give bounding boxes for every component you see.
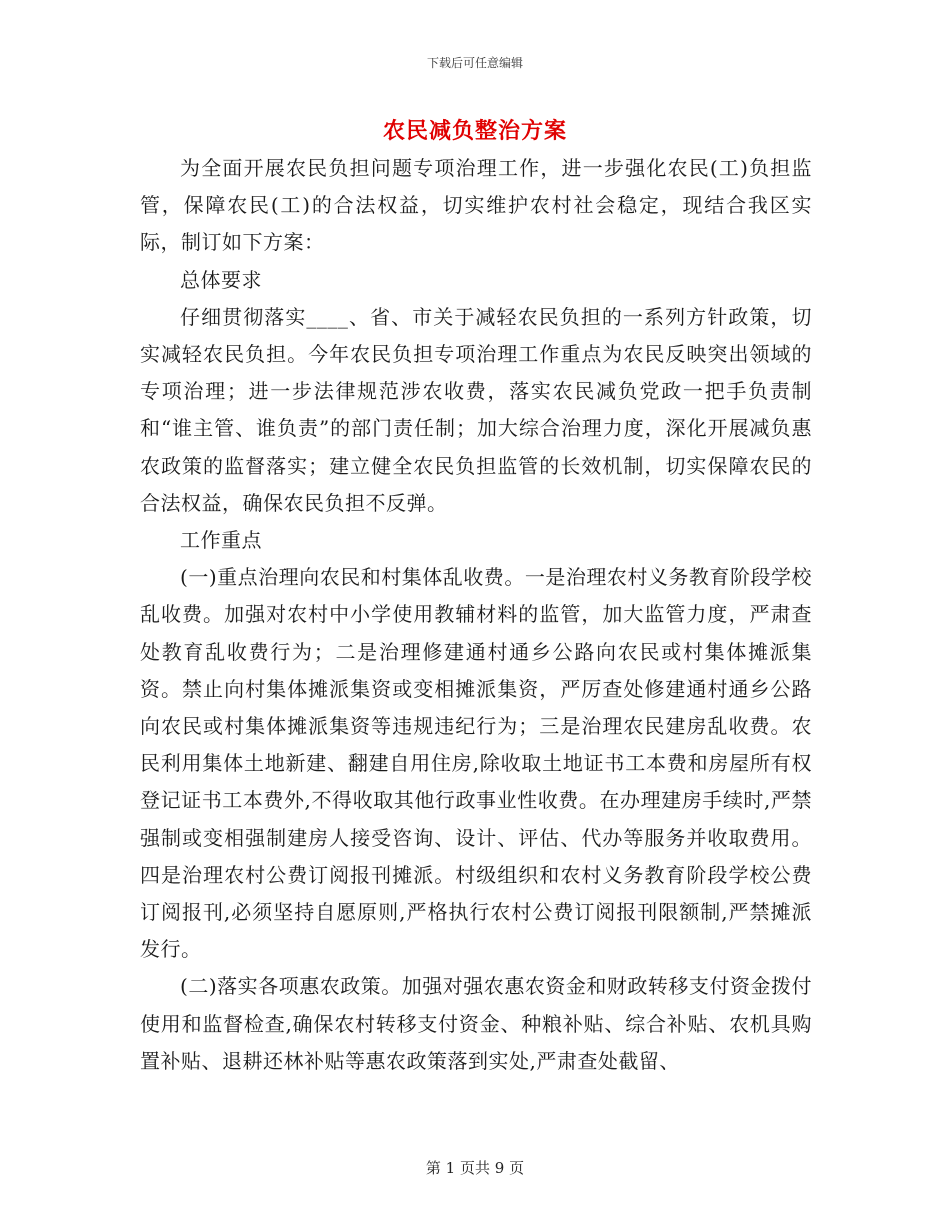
document-body: [140, 150, 812, 1080]
section-heading-key-work: 工作重点: [180, 528, 262, 553]
paragraph-key-work-1: (一)重点治理向农民和村集体乱收费。一是治理农村义务教育阶段学校乱收费。加强对农村中小学使用教辅材料的监管，加大监管力度，严肃查处教育乱收费行为；二是治理修建通村通乡公路向农民或村集体摊派集资。禁止向村集体摊派集资或变相摊派集资，严厉查处修建通村通乡公路向农民或村集体摊派集资等违规违纪行为；三是治理农民建房乱收费。农民利用集体土地新建、翻建自用住房,除收取土地证书工本费和房屋所有权登记证书工本费外,不得收取其他行政事业性收费。在办理建房手续时,严禁强制或变相强制建房人接受咨询、设计、评估、代办等服务并收取费用。四是治理农村公费订阅报刊摊派。村级组织和农村义务教育阶段学校公费订阅报刊,必须坚持自愿原则,严格执行农村公费订阅报刊限额制,严禁摊派发行。: [140, 565, 812, 962]
paragraph-general-requirements: 仔细贯彻落实____、省、市关于减轻农民负担的一系列方针政策，切实减轻农民负担。今年农民负担专项治理工作重点为农民反映突出领域的专项治理；进一步法律规范涉农收费，落实农民减负党政一把手负责制和“谁主管、谁负责”的部门责任制；加大综合治理力度，深化开展减负惠农政策的监督落实；建立健全农民负担监管的长效机制，切实保障农民的合法权益，确保农民负担不反弹。: [140, 304, 812, 515]
document-title: 农民减负整治方案: [382, 118, 567, 144]
page-footer-number: 第 1 页共 9 页: [425, 1159, 525, 1177]
section-heading-general: 总体要求: [180, 267, 262, 292]
paragraph-intro: 为全面开展农民负担问题专项治理工作，进一步强化农民(工)负担监管，保障农民(工)的合法权益，切实维护农村社会稳定，现结合我区实际，制订如下方案：: [140, 156, 812, 255]
paragraph-key-work-2: (二)落实各项惠农政策。加强对强农惠农资金和财政转移支付资金拨付使用和监督检查,确保农村转移支付资金、种粮补贴、综合补贴、农机具购置补贴、退耕还林补贴等惠农政策落到实处,严肃查处截留、: [140, 974, 812, 1073]
page-header-note: 下载后可任意编辑: [426, 56, 523, 70]
